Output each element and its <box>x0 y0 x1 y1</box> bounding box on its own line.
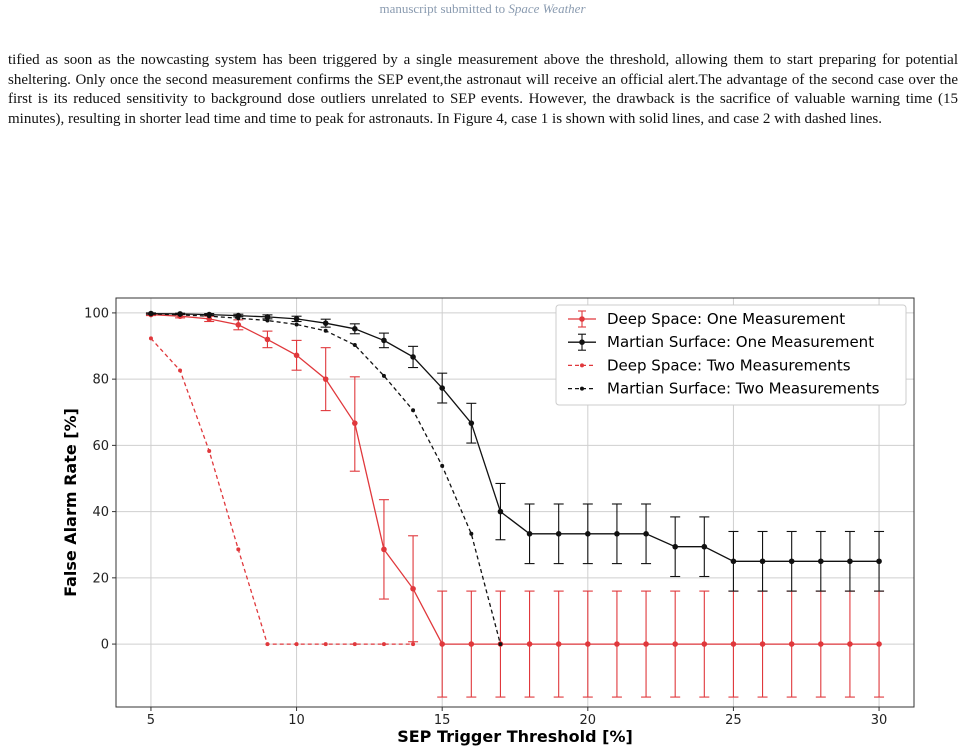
data-point <box>178 369 182 373</box>
header-prefix: manuscript submitted to <box>379 1 509 16</box>
y-tick-label: 80 <box>92 372 109 388</box>
x-tick-label: 5 <box>146 713 156 728</box>
x-tick-label: 15 <box>433 713 451 728</box>
data-point <box>207 449 211 453</box>
legend-entry <box>568 380 880 398</box>
y-tick-label: 60 <box>92 438 109 454</box>
data-point <box>527 641 533 647</box>
data-point <box>672 544 678 550</box>
data-point <box>731 558 737 564</box>
data-point <box>236 322 242 328</box>
data-point <box>818 641 824 647</box>
data-point <box>149 336 153 340</box>
data-point <box>353 343 357 347</box>
data-point <box>847 558 853 564</box>
data-point <box>760 558 766 564</box>
legend-marker <box>579 316 585 322</box>
data-point <box>876 641 882 647</box>
legend-label: Deep Space: One Measurement <box>607 310 846 328</box>
data-point <box>265 337 271 343</box>
x-axis-title: SEP Trigger Threshold [%] <box>397 727 633 746</box>
legend-entry <box>568 356 851 374</box>
data-point <box>236 547 240 551</box>
data-point <box>323 320 329 326</box>
data-point <box>789 641 795 647</box>
data-point <box>236 316 240 320</box>
x-tick-label: 20 <box>579 713 597 728</box>
running-header <box>0 0 965 18</box>
data-point <box>498 509 504 515</box>
data-point <box>556 531 562 537</box>
data-point <box>295 642 299 646</box>
data-point <box>411 642 415 646</box>
data-point <box>381 547 387 553</box>
x-tick-label: 10 <box>288 713 305 728</box>
data-point <box>178 313 182 317</box>
body-paragraph: tified as soon as the nowcasting system has been triggered by a single measurement above the threshold, allowing them to start preparing for potential sheltering. Only once the second measurement confirms the SEP event,the astronaut will receive an official alert.The advantage of the second case over the first is its reduced sensitivity to background dose outliers unrelated to SEP events. However, the drawback is the sacrifice of valuable warning time (15 minutes), resulting in shorter lead time and time to peak for astronauts. In Figure 4, case 1 is shown with solid lines, and case 2 with dashed lines. <box>8 52 958 127</box>
data-point <box>585 531 591 537</box>
data-point <box>614 641 620 647</box>
data-point <box>818 558 824 564</box>
false-alarm-rate-chart <box>0 290 965 751</box>
data-point <box>207 314 211 318</box>
legend-label: Martian Surface: One Measurement <box>607 333 875 352</box>
legend-label: Martian Surface: Two Measurements <box>607 379 880 398</box>
data-point <box>353 642 357 646</box>
x-tick-label: 30 <box>870 713 888 728</box>
data-point <box>498 642 502 646</box>
data-point <box>702 641 708 647</box>
data-point <box>149 312 153 316</box>
data-point <box>382 642 386 646</box>
data-point <box>439 385 445 391</box>
data-point <box>352 420 358 426</box>
legend <box>556 305 906 405</box>
data-point <box>702 544 708 550</box>
data-point <box>643 641 649 647</box>
legend-marker <box>580 387 584 391</box>
data-point <box>295 322 299 326</box>
legend-entry <box>568 333 874 351</box>
data-point <box>439 641 445 647</box>
data-point <box>760 641 766 647</box>
data-point <box>324 329 328 333</box>
data-point <box>265 319 269 323</box>
data-point <box>294 352 300 358</box>
data-point <box>382 374 386 378</box>
data-point <box>643 531 649 537</box>
journal-name: Space Weather <box>508 1 586 16</box>
legend-marker <box>579 339 585 345</box>
data-point <box>324 642 328 646</box>
data-point <box>876 558 882 564</box>
x-tick-label: 25 <box>725 713 742 728</box>
data-point <box>585 641 591 647</box>
data-point <box>294 316 300 322</box>
data-point <box>265 642 269 646</box>
figure-4 <box>0 290 965 751</box>
legend-entry <box>568 310 845 328</box>
data-point <box>556 641 562 647</box>
data-point <box>672 641 678 647</box>
data-point <box>731 641 737 647</box>
data-point <box>789 558 795 564</box>
data-point <box>410 354 416 360</box>
data-point <box>411 408 415 412</box>
data-point <box>323 376 329 382</box>
y-tick-label: 20 <box>92 571 109 587</box>
data-point <box>469 532 473 536</box>
y-tick-label: 100 <box>84 306 109 322</box>
data-point <box>469 420 475 426</box>
data-point <box>847 641 853 647</box>
legend-label: Deep Space: Two Measurements <box>607 356 851 375</box>
data-point <box>381 338 387 344</box>
data-point <box>527 531 533 537</box>
data-point <box>410 586 416 592</box>
y-tick-label: 0 <box>100 637 109 653</box>
y-axis-title: False Alarm Rate [%] <box>61 408 80 597</box>
data-point <box>614 531 620 537</box>
data-point <box>352 326 358 332</box>
data-point <box>440 464 444 468</box>
legend-marker <box>580 363 584 367</box>
y-tick-label: 40 <box>92 505 109 521</box>
data-point <box>469 641 475 647</box>
